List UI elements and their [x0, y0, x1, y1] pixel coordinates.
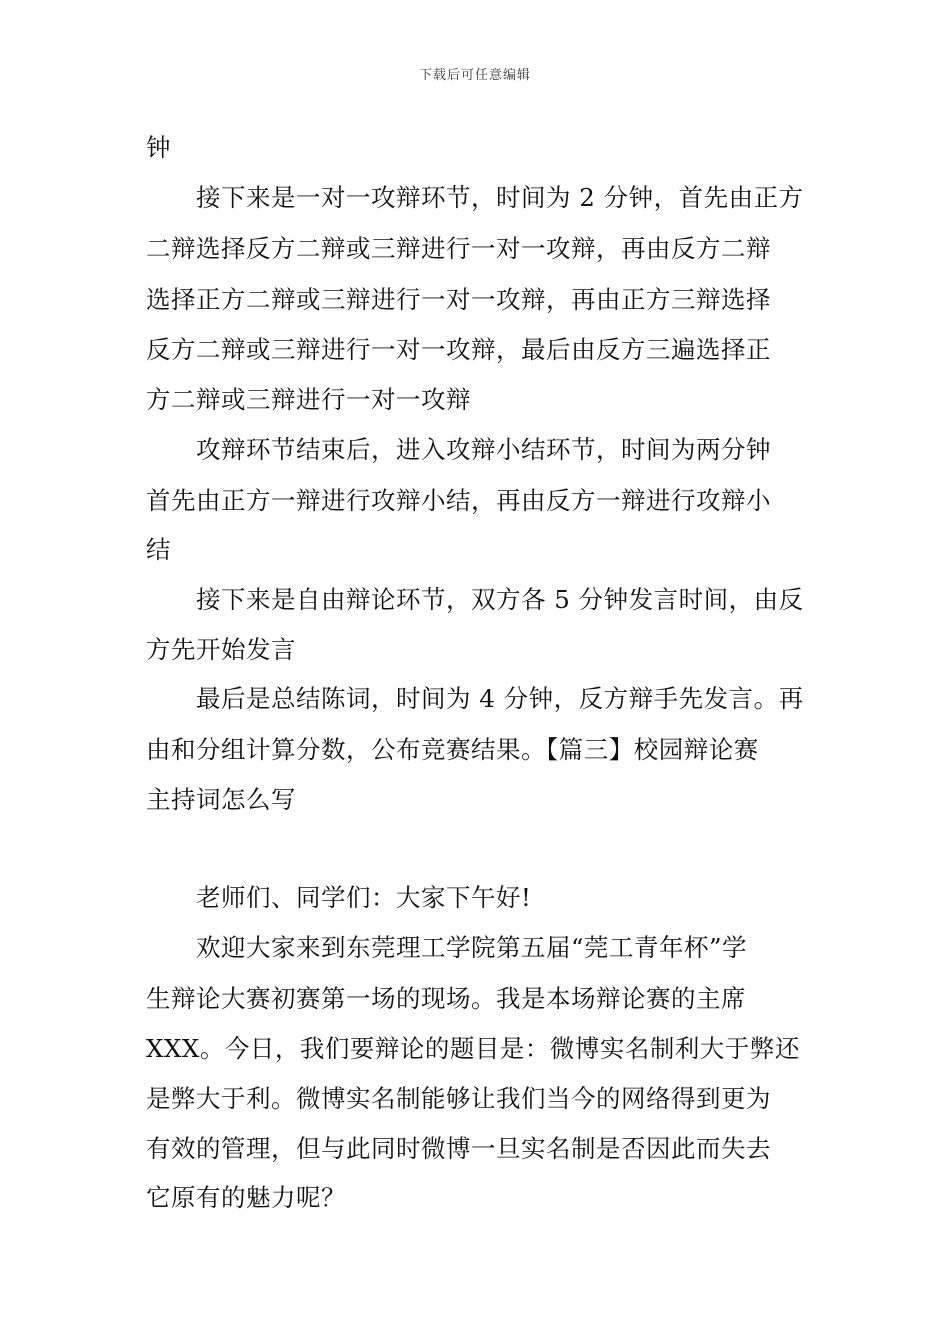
text-line: 欢迎大家来到东莞理工学院第五届“莞工青年杯”学 — [196, 933, 748, 962]
text-line: 接下来是一对一攻辩环节，时间为 2 分钟，首先由正方 — [196, 183, 804, 212]
text-line: 由和分组计算分数，公布竞赛结果。【篇三】校园辩论赛 — [146, 735, 759, 764]
text-line: 生辩论大赛初赛第一场的现场。我是本场辩论赛的主席 — [146, 984, 746, 1013]
text-line: XXX。今日，我们要辩论的题目是：微博实名制利大于弊还 — [146, 1034, 800, 1063]
text-line: 选择正方二辩或三辩进行一对一攻辩，再由正方三辩选择 — [146, 285, 771, 314]
text-line: 老师们、同学们：大家下午好! — [196, 883, 532, 912]
text-line: 主持词怎么写 — [146, 785, 296, 814]
page-header: 下载后可任意编辑 — [418, 68, 531, 83]
text-line: 钟 — [146, 133, 171, 162]
text-line: 接下来是自由辩论环节，双方各 5 分钟发言时间，由反 — [196, 585, 804, 614]
text-line: 方二辩或三辩进行一对一攻辩 — [146, 385, 471, 414]
text-line: 结 — [146, 535, 171, 564]
text-line: 攻辩环节结束后，进入攻辩小结环节，时间为两分钟 — [196, 435, 771, 464]
text-line: 首先由正方一辩进行攻辩小结，再由反方一辩进行攻辩小 — [146, 486, 771, 515]
text-line: 二辩选择反方二辩或三辩进行一对一攻辩，再由反方二辩 — [146, 234, 771, 263]
text-line: 最后是总结陈词，时间为 4 分钟，反方辩手先发言。再 — [196, 684, 804, 713]
text-line: 它原有的魅力呢？ — [146, 1183, 346, 1212]
text-line: 有效的管理，但与此同时微博一旦实名制是否因此而失去 — [146, 1134, 771, 1163]
text-line: 反方二辩或三辩进行一对一攻辩，最后由反方三遍选择正 — [146, 335, 771, 364]
text-line: 是弊大于利。微博实名制能够让我们当今的网络得到更为 — [146, 1084, 771, 1113]
text-line: 方先开始发言 — [146, 635, 296, 664]
